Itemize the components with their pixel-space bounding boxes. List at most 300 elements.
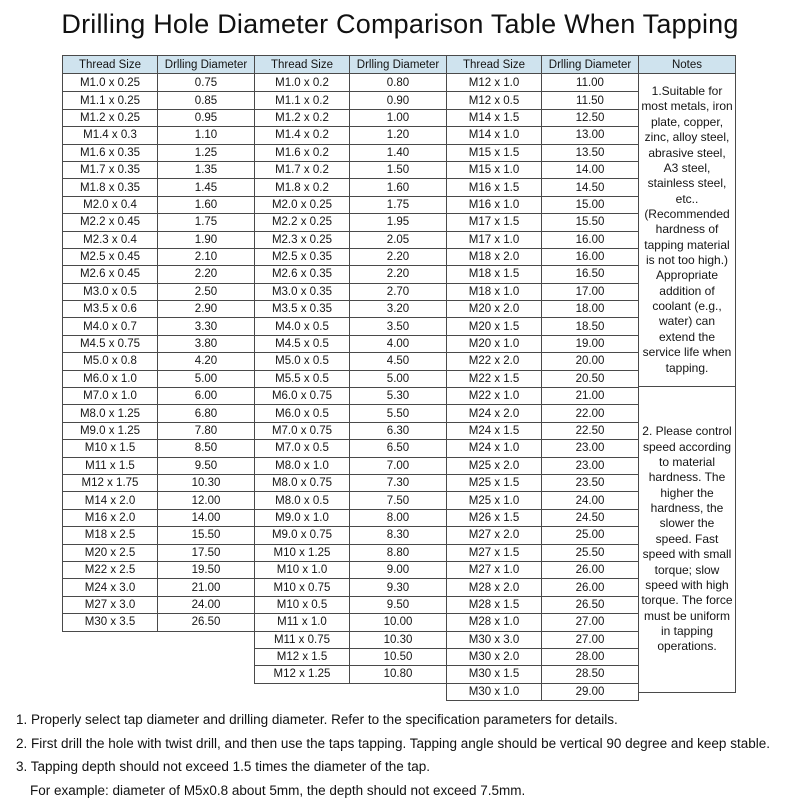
drilling-diameter-cell: 24.50 [541, 510, 638, 526]
table-row [63, 91, 254, 108]
table-row [63, 317, 254, 334]
thread-size-cell: M18 x 1.0 [468, 285, 520, 298]
thread-size-cell: M9.0 x 1.25 [79, 425, 141, 437]
footer-notes [16, 712, 796, 800]
table-row [255, 126, 446, 143]
thread-size-cell: M7.0 x 1.0 [83, 390, 137, 403]
footer-note-3-example: For example: diameter of M5x0.8 about 5mm, the depth should not exceed 7.5mm. [30, 782, 526, 798]
table-row [255, 370, 446, 387]
drilling-diameter-cell: 6.80 [157, 405, 254, 421]
drilling-diameter-cell: 26.00 [541, 562, 638, 578]
table-row [255, 178, 446, 195]
thread-size-cell: M12 x 1.0 [468, 76, 520, 89]
table-row [447, 109, 638, 126]
table-row [255, 231, 446, 248]
thread-size-cell: M1.8 x 0.35 [79, 181, 141, 194]
thread-size-cell: M28 x 2.0 [468, 581, 520, 594]
table-row [447, 457, 638, 474]
thread-size-cell: M30 x 1.0 [468, 685, 520, 698]
table-row [447, 561, 638, 578]
table-row [63, 231, 254, 248]
thread-size-cell: M11 x 0.75 [273, 633, 331, 646]
thread-size-cell: M3.5 x 0.6 [83, 303, 137, 316]
drilling-diameter-cell: 12.00 [157, 492, 254, 508]
drilling-diameter-cell: 29.00 [541, 684, 638, 700]
footer-note-2: 2. First drill the hole with twist drill, and then use the taps tapping. Tapping angle should be vertical 90 degree and keep stable. [16, 735, 770, 751]
drilling-diameter-cell: 27.00 [541, 632, 638, 648]
drilling-diameter-cell: 0.80 [349, 74, 446, 91]
table-row [63, 213, 254, 230]
table-row [255, 544, 446, 561]
table-row [255, 578, 446, 595]
thread-size-cell: M27 x 2.0 [468, 529, 520, 542]
table-row [63, 300, 254, 317]
table-row [255, 387, 446, 404]
thread-size-cell: M8.0 x 1.25 [79, 407, 141, 420]
table-row [63, 422, 254, 439]
drilling-diameter-cell: 2.20 [349, 266, 446, 282]
drilling-diameter-cell: 3.20 [349, 301, 446, 317]
drilling-diameter-cell: 15.50 [157, 527, 254, 543]
table-row [63, 352, 254, 369]
table-row [447, 283, 638, 300]
drilling-diameter-cell: 8.50 [157, 440, 254, 456]
drilling-diameter-cell: 2.20 [349, 249, 446, 265]
thread-size-cell: M1.4 x 0.2 [275, 129, 329, 142]
thread-size-cell: M18 x 1.5 [468, 268, 520, 281]
table-row [447, 491, 638, 508]
table-row [447, 370, 638, 387]
thread-size-cell: M22 x 2.0 [468, 355, 520, 368]
thread-size-cell: M22 x 2.5 [84, 564, 136, 577]
table-group-3-rows [447, 74, 638, 700]
drilling-diameter-cell: 22.00 [541, 405, 638, 421]
thread-size-cell: M8.0 x 1.0 [275, 459, 329, 472]
table-row [63, 144, 254, 161]
table-row [63, 74, 254, 91]
thread-size-cell: M7.0 x 0.75 [271, 425, 333, 437]
thread-size-cell: M17 x 1.0 [468, 233, 520, 246]
thread-size-cell: M4.0 x 0.7 [83, 320, 137, 333]
drilling-diameter-cell: 9.00 [349, 562, 446, 578]
table-row [63, 370, 254, 387]
drilling-diameter-cell: 15.50 [541, 214, 638, 230]
table-row [255, 665, 446, 682]
drilling-diameter-cell: 15.00 [541, 197, 638, 213]
thread-size-cell: M12 x 0.5 [468, 94, 520, 107]
table-group-1 [62, 55, 255, 632]
table-row [447, 683, 638, 700]
table-row [63, 526, 254, 543]
table-row [447, 213, 638, 230]
thread-size-cell: M6.0 x 0.5 [275, 407, 329, 420]
table-row [255, 265, 446, 282]
drilling-diameter-cell: 26.50 [541, 597, 638, 613]
thread-size-cell: M11 x 1.0 [277, 616, 327, 629]
table-row [447, 248, 638, 265]
thread-size-header: Thread Size [462, 58, 525, 71]
table-row [447, 613, 638, 630]
drilling-diameter-cell: 2.50 [157, 284, 254, 300]
thread-size-cell: M27 x 1.0 [468, 564, 520, 577]
thread-size-cell: M1.8 x 0.2 [275, 181, 329, 194]
table-row [63, 178, 254, 195]
drilling-diameter-cell: 0.85 [157, 92, 254, 108]
thread-size-cell: M24 x 1.5 [468, 425, 520, 437]
thread-size-cell: M30 x 3.0 [468, 633, 520, 646]
thread-size-cell: M30 x 1.5 [468, 668, 520, 681]
notes-header: Notes [639, 56, 735, 74]
drilling-diameter-cell: 19.00 [541, 336, 638, 352]
footer-note-1: 1. Properly select tap diameter and drilling diameter. Refer to the specification parameters for details. [16, 712, 618, 727]
thread-size-cell: M25 x 1.5 [468, 477, 520, 490]
thread-size-cell: M30 x 3.5 [84, 616, 136, 629]
thread-size-cell: M27 x 1.5 [468, 546, 520, 559]
drilling-diameter-cell: 10.30 [349, 632, 446, 648]
table-row [447, 648, 638, 665]
thread-size-cell: M2.6 x 0.35 [271, 268, 333, 281]
table-row [255, 74, 446, 91]
thread-size-cell: M16 x 1.5 [468, 181, 520, 194]
drilling-diameter-cell: 6.00 [157, 388, 254, 404]
thread-size-cell: M26 x 1.5 [468, 511, 520, 524]
thread-size-cell: M20 x 1.0 [468, 338, 520, 351]
thread-size-cell: M1.2 x 0.25 [79, 111, 141, 124]
thread-size-cell: M7.0 x 0.5 [275, 442, 329, 455]
table-row [255, 526, 446, 543]
thread-size-cell: M3.0 x 0.35 [271, 285, 333, 298]
drilling-diameter-cell: 21.00 [157, 579, 254, 595]
table-row [447, 265, 638, 282]
table-row [255, 317, 446, 334]
table-row [255, 144, 446, 161]
table-row [447, 178, 638, 195]
drilling-diameter-cell: 6.50 [349, 440, 446, 456]
thread-size-cell: M1.0 x 0.2 [275, 76, 329, 89]
table-row [255, 457, 446, 474]
drilling-diameter-cell: 10.50 [349, 649, 446, 665]
table-row [447, 665, 638, 682]
table-row [447, 387, 638, 404]
table-row [255, 596, 446, 613]
drilling-diameter-cell: 25.00 [541, 527, 638, 543]
thread-size-cell: M24 x 3.0 [84, 581, 136, 594]
table-row [447, 231, 638, 248]
thread-size-cell: M2.3 x 0.4 [83, 233, 137, 246]
drilling-diameter-cell: 18.50 [541, 318, 638, 334]
table-row [447, 631, 638, 648]
drilling-diameter-cell: 13.00 [541, 127, 638, 143]
table-row [255, 283, 446, 300]
drilling-diameter-cell: 27.00 [541, 614, 638, 630]
drilling-diameter-cell: 3.30 [157, 318, 254, 334]
drilling-diameter-cell: 3.80 [157, 336, 254, 352]
table-row [447, 144, 638, 161]
comparison-table [62, 55, 736, 701]
drilling-diameter-cell: 10.30 [157, 475, 254, 491]
table-row [447, 74, 638, 91]
thread-size-cell: M14 x 2.0 [84, 494, 136, 507]
drilling-diameter-cell: 14.50 [541, 179, 638, 195]
drilling-diameter-cell: 19.50 [157, 562, 254, 578]
thread-size-cell: M1.6 x 0.35 [79, 146, 141, 159]
drilling-diameter-cell: 20.00 [541, 353, 638, 369]
table-row [63, 544, 254, 561]
drilling-diameter-cell: 7.80 [157, 423, 254, 439]
drilling-diameter-cell: 9.50 [349, 597, 446, 613]
thread-size-cell: M2.2 x 0.25 [271, 216, 333, 229]
thread-size-cell: M15 x 1.5 [468, 146, 520, 159]
table-row [255, 561, 446, 578]
table-row [255, 422, 446, 439]
table-row [255, 109, 446, 126]
thread-size-cell: M24 x 2.0 [468, 407, 520, 420]
table-row [447, 509, 638, 526]
drilling-diameter-cell: 1.40 [349, 145, 446, 161]
table-row [63, 248, 254, 265]
thread-size-cell: M20 x 2.5 [84, 546, 136, 559]
thread-size-cell: M25 x 2.0 [468, 459, 520, 472]
drilling-diameter-cell: 1.00 [349, 110, 446, 126]
drilling-diameter-cell: 14.00 [541, 162, 638, 178]
thread-size-cell: M12 x 1.75 [81, 477, 139, 490]
drilling-diameter-cell: 23.50 [541, 475, 638, 491]
drilling-diameter-cell: 2.90 [157, 301, 254, 317]
thread-size-cell: M2.0 x 0.4 [83, 198, 137, 211]
drilling-diameter-cell: 14.00 [157, 510, 254, 526]
page-title: Drilling Hole Diameter Comparison Table When Tapping [61, 9, 739, 39]
drilling-diameter-cell: 0.95 [157, 110, 254, 126]
table-row [255, 91, 446, 108]
drilling-diameter-cell: 20.50 [541, 371, 638, 387]
drilling-diameter-cell: 5.00 [349, 371, 446, 387]
thread-size-cell: M27 x 3.0 [84, 598, 136, 611]
drilling-diameter-cell: 9.50 [157, 458, 254, 474]
drilling-diameter-cell: 11.50 [541, 92, 638, 108]
drilling-diameter-header: Drlling Diameter [349, 56, 446, 73]
table-row [63, 265, 254, 282]
drilling-diameter-cell: 17.50 [157, 545, 254, 561]
thread-size-cell: M8.0 x 0.75 [271, 477, 333, 490]
thread-size-header: Thread Size [78, 58, 141, 71]
notes-column [638, 55, 736, 693]
table-row [63, 509, 254, 526]
drilling-diameter-cell: 16.00 [541, 232, 638, 248]
thread-size-cell: M1.6 x 0.2 [275, 146, 329, 159]
thread-size-cell: M1.1 x 0.25 [79, 94, 141, 107]
table-row [447, 404, 638, 421]
drilling-diameter-cell: 1.60 [157, 197, 254, 213]
thread-size-cell: M4.5 x 0.75 [79, 338, 141, 351]
drilling-diameter-cell: 10.80 [349, 666, 446, 682]
thread-size-header: Thread Size [270, 58, 333, 71]
drilling-diameter-cell: 16.00 [541, 249, 638, 265]
drilling-diameter-cell: 28.00 [541, 649, 638, 665]
drilling-diameter-cell: 5.00 [157, 371, 254, 387]
drilling-diameter-cell: 26.50 [157, 614, 254, 630]
table-row [255, 248, 446, 265]
thread-size-cell: M2.5 x 0.35 [271, 251, 333, 264]
drilling-diameter-cell: 8.00 [349, 510, 446, 526]
table-row [255, 352, 446, 369]
footer-note-3: 3. Tapping depth should not exceed 1.5 times the diameter of the tap. [16, 759, 431, 774]
table-row [255, 161, 446, 178]
table-row [255, 213, 446, 230]
thread-size-cell: M16 x 2.0 [84, 511, 136, 524]
drilling-diameter-cell: 1.10 [157, 127, 254, 143]
table-row [255, 509, 446, 526]
table-row [255, 474, 446, 491]
table-row [63, 613, 254, 630]
table-group-3 [446, 55, 639, 701]
drilling-diameter-cell: 13.50 [541, 145, 638, 161]
thread-size-cell: M2.3 x 0.25 [271, 233, 333, 246]
table-row [63, 283, 254, 300]
table-row [63, 596, 254, 613]
thread-size-cell: M15 x 1.0 [468, 164, 520, 177]
drilling-diameter-cell: 4.20 [157, 353, 254, 369]
table-row [447, 196, 638, 213]
thread-size-cell: M8.0 x 0.5 [275, 494, 329, 507]
drilling-diameter-header: Drlling Diameter [541, 56, 638, 73]
table-row [447, 352, 638, 369]
drilling-diameter-cell: 1.35 [157, 162, 254, 178]
thread-size-cell: M1.7 x 0.35 [79, 164, 141, 177]
table-row [447, 422, 638, 439]
thread-size-cell: M22 x 1.5 [468, 372, 520, 385]
drilling-diameter-cell: 8.80 [349, 545, 446, 561]
drilling-diameter-cell: 6.30 [349, 423, 446, 439]
drilling-diameter-cell: 10.00 [349, 614, 446, 630]
drilling-diameter-cell: 7.30 [349, 475, 446, 491]
thread-size-cell: M28 x 1.5 [468, 598, 520, 611]
thread-size-cell: M14 x 1.0 [468, 129, 520, 142]
table-row [63, 404, 254, 421]
table-row [63, 161, 254, 178]
thread-size-cell: M17 x 1.5 [468, 216, 520, 229]
thread-size-cell: M10 x 1.25 [273, 546, 331, 559]
thread-size-cell: M3.5 x 0.35 [271, 303, 333, 316]
thread-size-cell: M30 x 2.0 [468, 651, 520, 664]
drilling-diameter-cell: 26.00 [541, 579, 638, 595]
drilling-diameter-cell: 11.00 [541, 74, 638, 91]
drilling-diameter-cell: 1.75 [349, 197, 446, 213]
table-row [255, 439, 446, 456]
drilling-diameter-cell: 0.75 [157, 74, 254, 91]
table-row [447, 335, 638, 352]
table-row [447, 439, 638, 456]
table-row [447, 300, 638, 317]
thread-size-cell: M1.2 x 0.2 [275, 111, 329, 124]
thread-size-cell: M18 x 2.0 [468, 251, 520, 264]
thread-size-cell: M18 x 2.5 [84, 529, 136, 542]
thread-size-cell: M9.0 x 1.0 [275, 511, 329, 524]
table-row [63, 196, 254, 213]
drilling-diameter-cell: 1.90 [157, 232, 254, 248]
drilling-diameter-cell: 1.60 [349, 179, 446, 195]
table-row [255, 491, 446, 508]
table-row [447, 474, 638, 491]
thread-size-cell: M22 x 1.0 [468, 390, 520, 403]
thread-size-cell: M28 x 1.0 [468, 616, 520, 629]
table-row [63, 578, 254, 595]
note-cell-2: 2. Please control speed according to material hardness. The higher the hardness, the slower the speed. Fast speed with small torque; slow speed with high torque. The force must be uniform in tapping operations. [641, 424, 733, 654]
table-row [255, 196, 446, 213]
thread-size-cell: M16 x 1.0 [468, 198, 520, 211]
note-cell-1: 1.Suitable for most metals, iron plate, copper, zinc, alloy steel, abrasive steel, A3 steel, stainless steel, etc..(Recommended hardness of tapping material is not too high.) Appropriate addition of coolant (e.g., water) can extend the service life when tapping. [639, 74, 735, 387]
drilling-diameter-cell: 8.30 [349, 527, 446, 543]
table-row [447, 317, 638, 334]
thread-size-cell: M25 x 1.0 [468, 494, 520, 507]
drilling-diameter-cell: 25.50 [541, 545, 638, 561]
thread-size-cell: M1.7 x 0.2 [275, 164, 329, 177]
drilling-diameter-cell: 17.00 [541, 284, 638, 300]
table-row [63, 109, 254, 126]
drilling-diameter-cell: 1.50 [349, 162, 446, 178]
thread-size-cell: M3.0 x 0.5 [83, 285, 137, 298]
drilling-diameter-cell: 24.00 [157, 597, 254, 613]
table-row [255, 613, 446, 630]
drilling-diameter-cell: 2.10 [157, 249, 254, 265]
thread-size-cell: M5.0 x 0.5 [275, 355, 329, 368]
table-row [447, 596, 638, 613]
drilling-diameter-cell: 21.00 [541, 388, 638, 404]
drilling-diameter-cell: 0.90 [349, 92, 446, 108]
table-group-2-rows [255, 74, 446, 683]
drilling-diameter-cell: 23.00 [541, 440, 638, 456]
thread-size-cell: M1.4 x 0.3 [83, 129, 137, 142]
thread-size-cell: M12 x 1.5 [276, 651, 328, 664]
drilling-diameter-cell: 1.95 [349, 214, 446, 230]
table-header-row [447, 56, 638, 74]
table-row [447, 544, 638, 561]
thread-size-cell: M6.0 x 0.75 [271, 390, 333, 403]
table-row [255, 631, 446, 648]
drilling-diameter-cell: 7.00 [349, 458, 446, 474]
thread-size-cell: M2.6 x 0.45 [79, 268, 141, 281]
table-row [255, 648, 446, 665]
thread-size-cell: M4.5 x 0.5 [275, 338, 329, 351]
drilling-diameter-cell: 4.50 [349, 353, 446, 369]
thread-size-cell: M12 x 1.25 [273, 668, 331, 681]
table-header-row [255, 56, 446, 74]
thread-size-cell: M24 x 1.0 [468, 442, 520, 455]
drilling-diameter-cell: 9.30 [349, 579, 446, 595]
drilling-diameter-cell: 22.50 [541, 423, 638, 439]
table-row [447, 126, 638, 143]
thread-size-cell: M1.1 x 0.2 [275, 94, 329, 107]
table-row [63, 439, 254, 456]
drilling-diameter-cell: 5.50 [349, 405, 446, 421]
thread-size-cell: M11 x 1.5 [85, 459, 135, 472]
thread-size-cell: M10 x 1.0 [276, 564, 328, 577]
drilling-diameter-cell: 1.75 [157, 214, 254, 230]
drilling-diameter-cell: 7.50 [349, 492, 446, 508]
thread-size-cell: M10 x 1.5 [84, 442, 136, 455]
table-row [63, 387, 254, 404]
thread-size-cell: M20 x 2.0 [468, 303, 520, 316]
drilling-diameter-cell: 16.50 [541, 266, 638, 282]
table-header-row [63, 56, 254, 74]
thread-size-cell: M2.5 x 0.45 [79, 251, 141, 264]
drilling-diameter-cell: 28.50 [541, 666, 638, 682]
table-group-2 [254, 55, 447, 684]
drilling-diameter-cell: 1.20 [349, 127, 446, 143]
table-row [447, 91, 638, 108]
drilling-diameter-cell: 2.05 [349, 232, 446, 248]
table-row [63, 491, 254, 508]
drilling-diameter-cell: 12.50 [541, 110, 638, 126]
